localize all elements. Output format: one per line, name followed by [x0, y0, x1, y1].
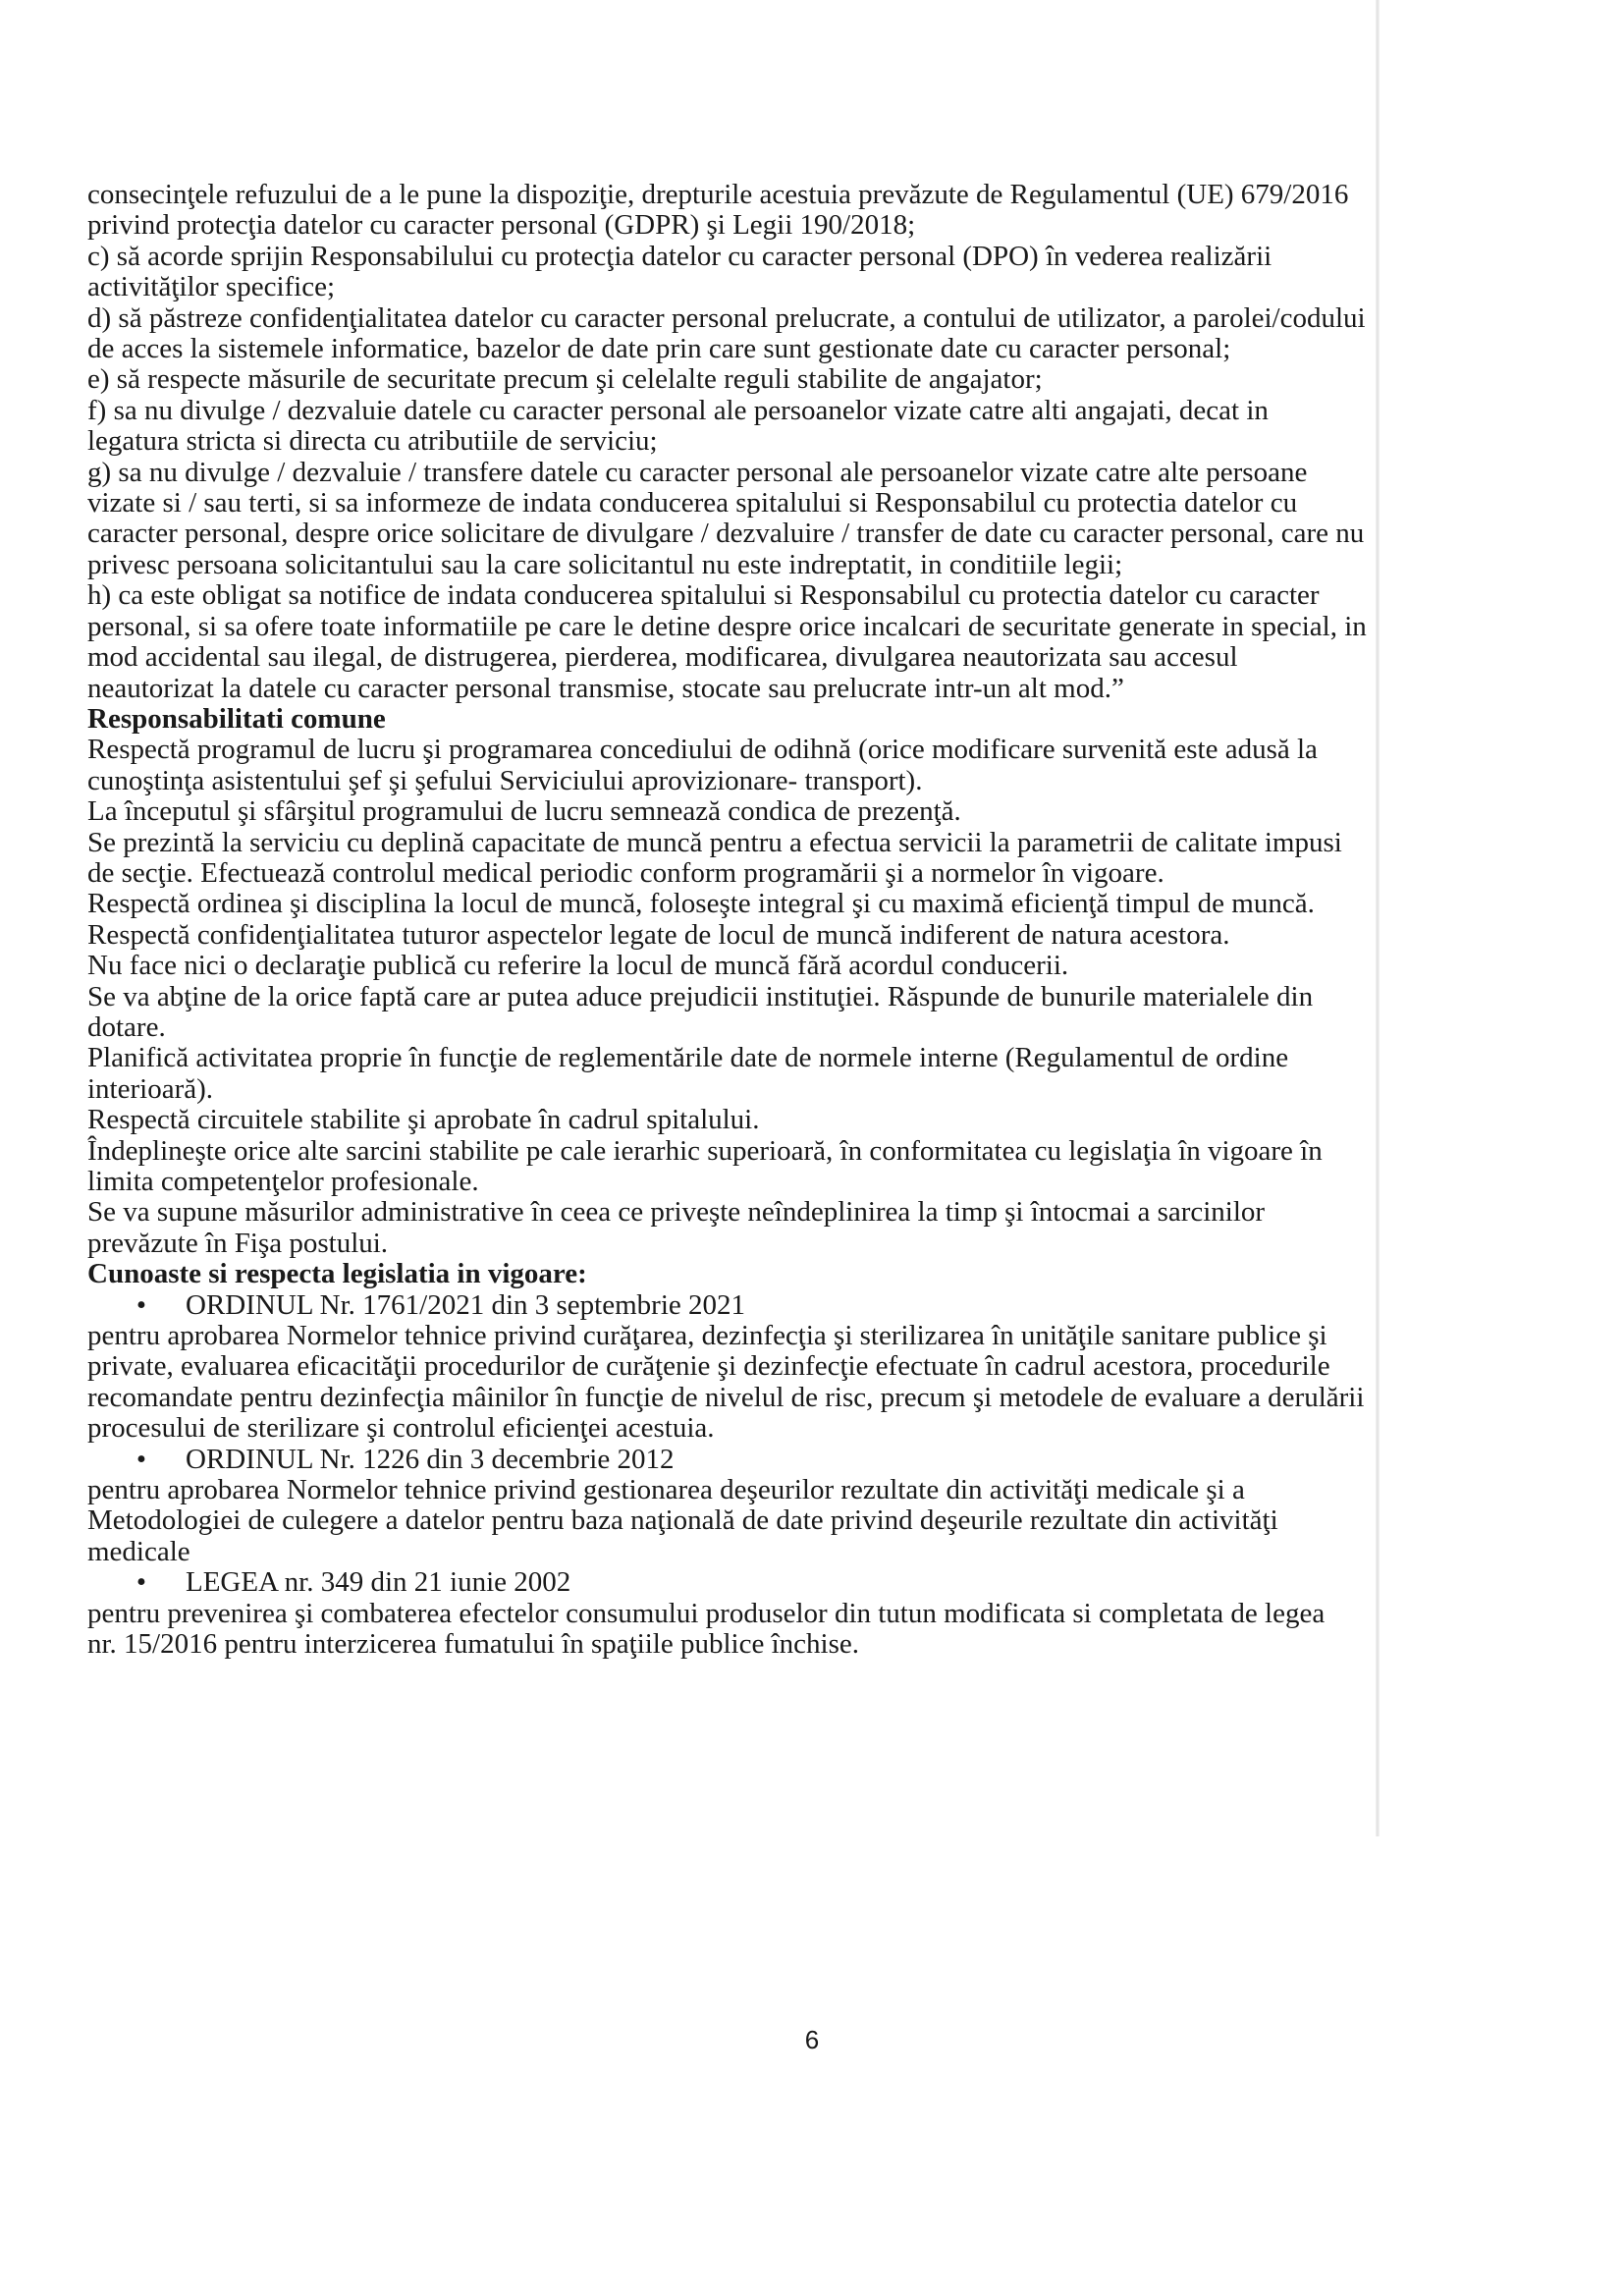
- bullet-icon: •: [135, 1566, 147, 1599]
- bullet-item-ordin-1226: [87, 1445, 1527, 1475]
- page-number: 6: [804, 2025, 820, 2054]
- text-line: de acces la sistemele informatice, bazelor de date prin care sunt gestionate date cu caracter personal;: [87, 333, 1231, 365]
- text-line: pentru aprobarea Normelor tehnice privind curăţarea, dezinfecţia şi sterilizarea în unităţile sanitare publice şi: [87, 1320, 1327, 1352]
- text-line: neautorizat la datele cu caracter personal transmise, stocate sau prelucrate intr-un alt mod.”: [87, 672, 1124, 704]
- bullet-text: LEGEA nr. 349 din 21 iunie 2002: [186, 1566, 571, 1599]
- text-line: mod accidental sau ilegal, de distrugerea, pierderea, modificarea, divulgarea neautorizata sau accesul: [87, 641, 1238, 674]
- text-line: pentru prevenirea şi combaterea efectelor consumului produselor din tutun modificata si completata de legea: [87, 1597, 1326, 1629]
- text-line: private, evaluarea eficacităţii procedurilor de curăţenie şi dezinfecţie efectuate în cadrul acestora, procedurile: [87, 1350, 1330, 1383]
- text-line: cunoştinţa asistentului şef şi şefului Serviciului aprovizionare- transport).: [87, 764, 923, 796]
- bullet-item-legea-349: [87, 1567, 1527, 1598]
- text-line: Metodologiei de culegere a datelor pentru baza naţională de date privind deşeurile rezultate din activităţi: [87, 1504, 1278, 1537]
- text-line: prevăzute în Fişa postului.: [87, 1227, 389, 1259]
- text-line: La începutul şi sfârşitul programului de lucru semnează condica de prezenţă.: [87, 795, 961, 828]
- section-heading-responsabilitati: Responsabilitati comune: [87, 702, 386, 735]
- text-line: legatura stricta si directa cu atributiile de serviciu;: [87, 425, 658, 458]
- bullet-text: ORDINUL Nr. 1761/2021 din 3 septembrie 2021: [186, 1288, 746, 1321]
- text-line: de secţie. Efectuează controlul medical periodic conform programării şi a normelor în vigoare.: [87, 856, 1164, 889]
- text-line: d) să păstreze confidenţialitatea datelor cu caracter personal prelucrate, a contului de utilizator, a parolei/codului: [87, 301, 1366, 334]
- text-line: g) sa nu divulge / dezvaluie / transfere datele cu caracter personal ale persoanelor vizate catre alte persoane: [87, 456, 1308, 488]
- text-line: limita competenţelor profesionale.: [87, 1166, 479, 1197]
- bullet-text: ORDINUL Nr. 1226 din 3 decembrie 2012: [186, 1443, 675, 1475]
- text-line: vizate si / sau terti, si sa informeze de indata conducerea spitalului si Responsabilul cu protectia datelor cu: [87, 487, 1298, 519]
- bullet-icon: •: [135, 1288, 147, 1321]
- text-line: Se va abţine de la orice faptă care ar putea aduce prejudicii instituţiei. Răspunde de bunurile materialele din: [87, 980, 1314, 1012]
- bullet-item-ordin-1761: [87, 1290, 1527, 1321]
- text-line: c) să acorde sprijin Responsabilului cu protecţia datelor cu caracter personal (DPO) în vederea realizării: [87, 240, 1272, 272]
- text-line: consecinţele refuzului de a le pune la dispoziţie, drepturile acestuia prevăzute de Regulamentul (UE) 679/2016: [87, 179, 1349, 210]
- text-line: recomandate pentru dezinfecţia mâinilor în funcţie de nivelul de risc, precum şi metodele de evaluare a derulării: [87, 1381, 1365, 1413]
- text-line: h) ca este obligat sa notifice de indata conducerea spitalului si Responsabilul cu protectia datelor cu caracter: [87, 579, 1320, 612]
- text-line: privesc persoana solicitantului sau la care solicitantul nu este indreptatit, in conditiile legii;: [87, 548, 1123, 580]
- text-line: nr. 15/2016 pentru interzicerea fumatului în spaţiile publice închise.: [87, 1628, 859, 1661]
- section-heading-legislatie: Cunoaste si respecta legislatia in vigoare:: [87, 1258, 587, 1290]
- text-line: dotare.: [87, 1011, 166, 1043]
- text-line: Nu face nici o declaraţie publică cu referire la locul de muncă fără acordul conducerii.: [87, 950, 1069, 982]
- text-line: caracter personal, despre orice solicitare de divulgare / dezvaluire / transfer de date cu caracter personal, care nu: [87, 518, 1365, 550]
- text-line: Respectă circuitele stabilite şi aprobate în cadrul spitalului.: [87, 1104, 760, 1136]
- text-line: Respectă confidenţialitatea tuturor aspectelor legate de locul de muncă indiferent de natura acestora.: [87, 918, 1230, 951]
- text-line: Îndeplineşte orice alte sarcini stabilite pe cale ierarhic superioară, în conformitatea cu legislaţia în vigoare în: [87, 1134, 1323, 1167]
- text-line: Planifică activitatea proprie în funcţie de reglementările date de normele interne (Regulamentul de ordine: [87, 1042, 1289, 1074]
- text-line: Respectă ordinea şi disciplina la locul de muncă, foloseşte integral şi cu maximă eficienţă timpul de muncă.: [87, 888, 1315, 920]
- text-line: f) sa nu divulge / dezvaluie datele cu caracter personal ale persoanelor vizate catre alti angajati, decat in: [87, 394, 1269, 426]
- text-line: personal, si sa ofere toate informatiile pe care le detine despre orice incalcari de securitate generate in special, in: [87, 610, 1367, 642]
- text-line: Respectă programul de lucru şi programarea concediului de odihnă (orice modificare survenită este adusă la: [87, 734, 1318, 766]
- text-line: medicale: [87, 1535, 190, 1567]
- text-line: activităţilor specifice;: [87, 271, 336, 303]
- page-body: [87, 180, 1527, 1661]
- text-line: interioară).: [87, 1072, 214, 1105]
- bullet-icon: •: [135, 1443, 147, 1475]
- text-line: procesului de sterilizare şi controlul eficienţei acestuia.: [87, 1412, 715, 1445]
- text-line: Se va supune măsurilor administrative în ceea ce priveşte neîndeplinirea la timp şi întocmai a sarcinilor: [87, 1196, 1266, 1229]
- text-line: privind protecţia datelor cu caracter personal (GDPR) şi Legii 190/2018;: [87, 209, 916, 242]
- text-line: e) să respecte măsurile de securitate precum şi celelalte reguli stabilite de angajator;: [87, 363, 1043, 396]
- text-line: Se prezintă la serviciu cu deplină capacitate de muncă pentru a efectua servicii la parametrii de calitate impusi: [87, 826, 1342, 858]
- text-line: pentru aprobarea Normelor tehnice privind gestionarea deşeurilor rezultate din activităţi medicale şi a: [87, 1474, 1245, 1506]
